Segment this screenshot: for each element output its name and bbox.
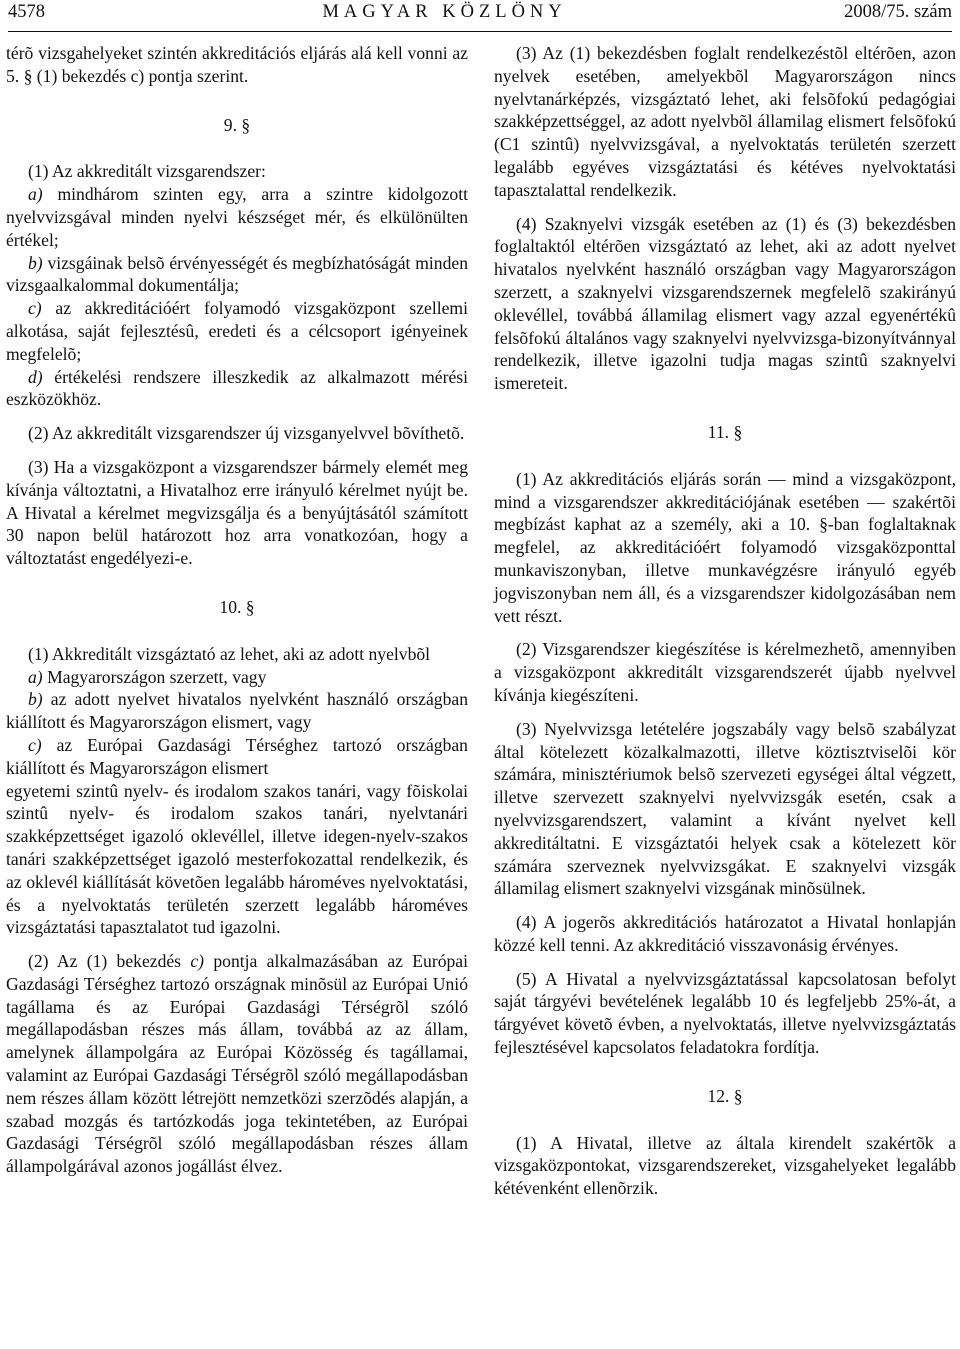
paragraph: (1) Az akkreditált vizsgarendszer:: [28, 161, 266, 182]
list-item: c) az Európai Gazdasági Térséghez tartozó országban kiállított és Magyarországon elismert: [6, 734, 468, 778]
page-number: 4578: [8, 2, 45, 22]
paragraph: (3) Nyelvvizsga letételére jogszabály vagy belsõ szabályzat által kötelezett közalkalmazotti, illetve köztisztviselõi kör számára, minisztériumok belsõ szervezeti egységei által végzett, illetve szervezett szaknyelvi nyelvvizsgák esetén, csak a nyelvvizsgarendszert, valamint a kívánt nyelvet kell akkreditáltatni. E vizsgáztatói helyek csak a kötelezett kör számára szerveznek nyelvvizsgákat. E szaknyelvi vizsgák államilag elismert szaknyelvi vizsgának minõsülnek.: [494, 718, 956, 899]
section-heading-12: 12. §: [707, 1085, 743, 1106]
list-item: a) mindhárom szinten egy, arra a szintre kidolgozott nyelvvizsgával minden nyelvi készséget mér, és elkülönülten értékel;: [6, 184, 468, 250]
list-item: c) az akkreditációért folyamodó vizsgaközpont szellemi alkotása, saját fejlesztésû, eredeti és a célcsoport igényeinek megfelelõ;: [6, 298, 468, 364]
list-item: a) Magyarországon szerzett, vagy: [28, 666, 267, 687]
paragraph: (5) A Hivatal a nyelvvizsgáztatással kapcsolatosan befolyt saját tárgyévi bevételének legalább 10 és legfeljebb 25%-át, a tárgyévet követõ évben, a nyelvoktatás, illetve nyelvvizsgáztatás fejlesztésével kapcsolatos feladatokra fordítja.: [494, 968, 956, 1058]
paragraph: (2) Az akkreditált vizsgarendszer új vizsganyelvvel bõvíthetõ.: [28, 423, 465, 444]
paragraph: (3) Ha a vizsgaközpont a vizsgarendszer bármely elemét meg kívánja változtatni, a Hivatalhoz erre irányuló kérelmet nyújt be. A Hivatal a kérelmet megvizsgálja és a benyújtásától számított 30 napon belül határozott hoz arra vonatkozóan, hogy a változtatást engedélyezi-e.: [6, 456, 468, 569]
section-heading-9: 9. §: [223, 114, 251, 135]
left-column: [6, 42, 468, 1189]
journal-title: MAGYAR KÖZLÖNY: [322, 2, 567, 22]
list-item: b) vizsgáinak belsõ érvényességét és megbízhatóságát minden vizsgaalkalommal dokumentálja;: [6, 252, 468, 296]
paragraph: (4) A jogerõs akkreditációs határozatot a Hivatal honlapján közzé kell tenni. Az akkreditáció visszavonásig érvényes.: [494, 912, 956, 955]
list-item: b) az adott nyelvet hivatalos nyelvként használó országban kiállított és Magyarországon elismert, vagy: [6, 689, 468, 733]
section-heading-11: 11. §: [707, 421, 743, 442]
section-heading-10: 10. §: [219, 596, 255, 617]
paragraph: (2) Vizsgarendszer kiegészítése is kérelmezhetõ, amennyiben a vizsgaközpont akkreditált vizsgarendszerét újabb nyelvvel kívánja kiegészíteni.: [494, 639, 956, 705]
page-header: [8, 2, 952, 28]
list-item: d) értékelési rendszere illeszkedik az alkalmazott mérési eszközökhöz.: [6, 366, 468, 410]
paragraph: (2) Az (1) bekezdés c) pontja alkalmazásában az Európai Gazdasági Térséghez tartozó országnak minõsül az Európai Unió tagállama és az Európai Gazdasági Térségrõl szóló megállapodásban részes más állam, továbbá az az állam, amelynek állampolgára az Európai Közösség és tagállamai, valamint az Európai Gazdasági Térségrõl szóló megállapodásban nem részes állam között létrejött nemzetközi szerzõdés alapján, a szabad mozgás és tartózkodás joga tekintetében, az Európai Gazdasági Térségrõl szóló megállapodásban részes állam állampolgárával azonos jogállást élvez.: [6, 951, 468, 1177]
paragraph: (1) Az akkreditációs eljárás során — mind a vizsgaközpont, mind a vizsgarendszer akkreditációjának esetében — szakértõi megbízást kaphat az a személy, aki a 10. §-ban foglaltaknak megfelel, az akkreditációért folyamodó vizsgaközponttal munkaviszonyban, illetve munkavégzésre irányuló egyéb jogviszonyban nem áll, és a vizsgarendszer kidolgozásában nem vett részt.: [494, 468, 956, 626]
paragraph: (1) Akkreditált vizsgáztató az lehet, aki az adott nyelvbõl: [28, 643, 431, 664]
issue-number: 2008/75. szám: [844, 2, 952, 22]
paragraph: (3) Az (1) bekezdésben foglalt rendelkezéstõl eltérõen, azon nyelvek esetében, amelyekbõl Magyarországon nincs nyelvtanárképzés, vizsgáztató lehet, aki felsõfokú pedagógiai szakképzettséggel, az adott nyelvbõl államilag elismert felsõfokú (C1 szintû) nyelvvizsgával, a nyelvoktatás területén szerzett legalább egyéves vizsgáztatási és kétéves nyelvoktatási tapasztalattal rendelkezik.: [494, 43, 956, 200]
header-rule: [8, 31, 952, 32]
paragraph: egyetemi szintû nyelv- és irodalom szakos tanári, vagy fõiskolai szintû nyelv- és irodalom szakos tanári, nyelvtanári szakképzettséget igazoló oklevéllel, illetve idegen-nyelv-szakos tanári szakképzettséget igazoló mesterfokozattal rendelkezik, és az oklevél kiállítását követõen legalább hároméves nyelvoktatási, és a nyelvoktatás területén szerzett legalább hároméves vizsgáztatási tapasztalatot tud igazolni.: [6, 780, 468, 938]
paragraph: (1) A Hivatal, illetve az általa kirendelt szakértõk a vizsgaközpontokat, vizsgarendszereket, vizsgahelyeket legalább kétévenként ellenõrzik.: [494, 1132, 956, 1199]
right-column: [494, 42, 956, 1211]
paragraph: térõ vizsgahelyeket szintén akkreditációs eljárás alá kell vonni az 5. § (1) bekezdés c) pontja szerint.: [6, 43, 468, 86]
paragraph: (4) Szaknyelvi vizsgák esetében az (1) és (3) bekezdésben foglaltaktól eltérõen vizsgáztató az lehet, aki az adott nyelvet hivatalos nyelvként használó országban vagy Magyarországon szerzett, a szaknyelvi vizsgarendszernek megfelelõ szakirányú oklevéllel, továbbá államilag elismert vagy azzal egyenértékû felsõfokú általános vagy szaknyelvi nyelvvizsga-bizonyítvánnyal rendelkezik, illetve igazolni tudja magas szintû szaknyelvi ismereteit.: [494, 213, 956, 394]
